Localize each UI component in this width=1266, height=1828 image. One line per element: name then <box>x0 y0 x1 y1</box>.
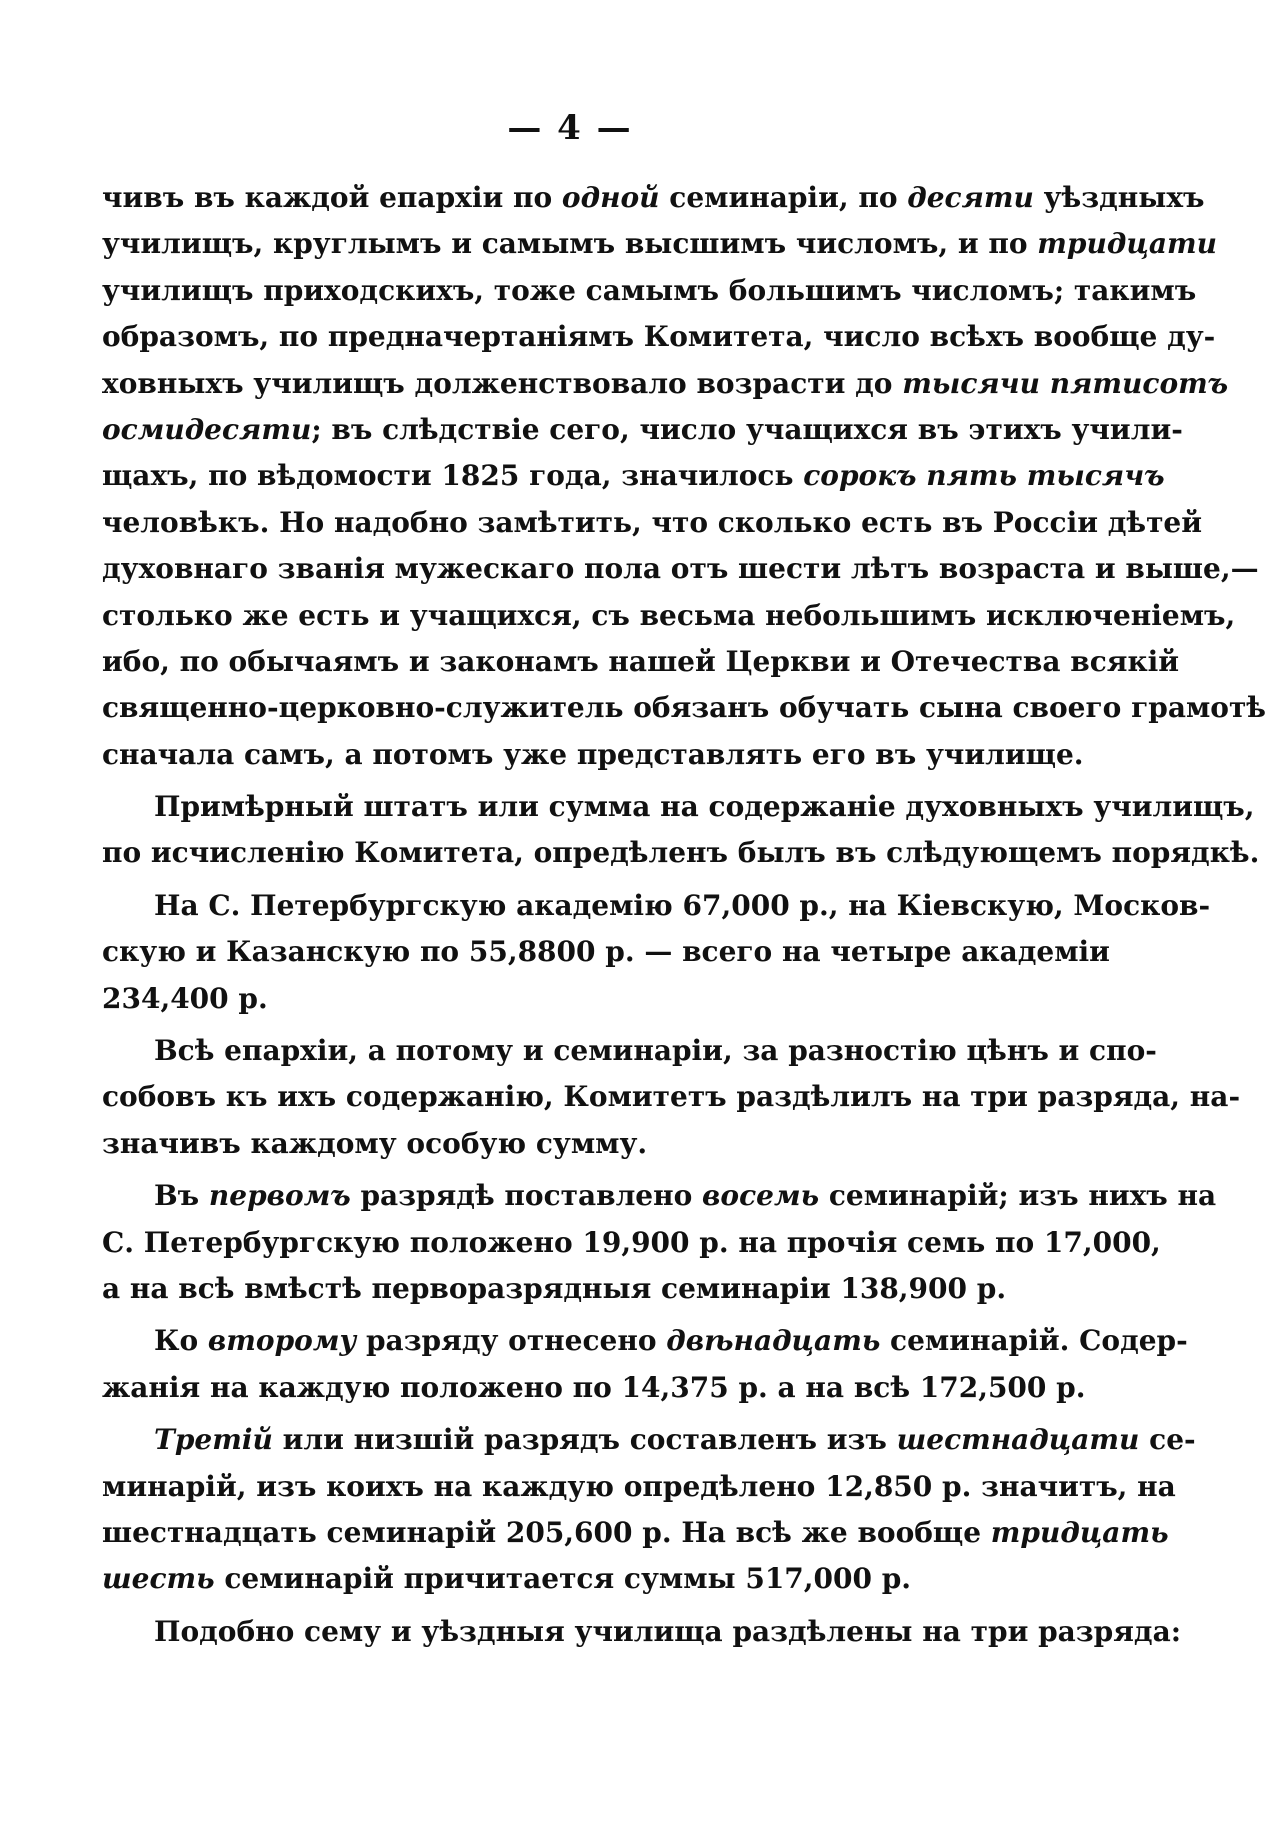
text-line <box>102 221 1217 267</box>
paragraph <box>102 175 1266 778</box>
text-line <box>102 732 1084 778</box>
text-line <box>102 175 1205 221</box>
text-line <box>102 929 1110 975</box>
text-line <box>102 546 1259 592</box>
text-line <box>102 1028 1157 1074</box>
text-line <box>102 593 1236 639</box>
text-run: училищъ приходскихъ, тоже самымъ большимъ числомъ; такимъ <box>102 273 1197 307</box>
text-run: Въ <box>154 1179 209 1213</box>
text-line <box>102 361 1229 407</box>
body-text <box>102 175 1266 1655</box>
text-line <box>102 685 1266 731</box>
italic-text: шестнадцати <box>896 1423 1140 1457</box>
text-run: священно-церковно-служитель обязанъ обучать сына своего грамотѣ <box>102 691 1266 725</box>
text-run: се- <box>1139 1423 1196 1457</box>
text-line <box>102 1556 1014 1602</box>
text-run: чивъ въ каждой епархіи по <box>102 181 562 214</box>
text-run: жанія на каждую положено по 14,375 р. а на всѣ 172,500 р. <box>102 1370 1086 1404</box>
italic-text: шесть <box>102 1562 215 1596</box>
text-line <box>102 1318 1188 1364</box>
text-run: На С. Петербургскую академію 67,000 р., на Кіевскую, Москов- <box>154 888 1211 922</box>
text-run: уѣздныхъ <box>1033 181 1205 214</box>
italic-text: десяти <box>907 181 1034 214</box>
text-line <box>102 784 1255 830</box>
text-run: Ко <box>154 1324 208 1358</box>
text-run: разряду отнесено <box>356 1324 667 1358</box>
text-line <box>102 883 1211 929</box>
text-line <box>102 407 1183 453</box>
text-line <box>102 268 1197 314</box>
text-run: столько же есть и учащихся, съ весьма небольшимъ исключеніемъ, <box>102 598 1236 632</box>
text-run: С. Петербургскую положено 19,900 р. на прочія семь по 17,000, <box>102 1225 1161 1259</box>
text-line <box>102 1074 1241 1120</box>
text-run: образомъ, по предначертаніямъ Комитета, число всѣхъ вообще ду- <box>102 320 1216 354</box>
text-run: Всѣ епархіи, а потому и семинаріи, за разностію цѣнъ и спо- <box>154 1034 1157 1068</box>
text-run: сначала самъ, а потомъ уже представлять его въ училище. <box>102 737 1084 771</box>
text-run: значивъ каждому особую сумму. <box>102 1126 648 1160</box>
text-line <box>102 1266 1014 1312</box>
italic-text: восемь <box>702 1179 820 1213</box>
page-number: — 4 — <box>507 108 633 148</box>
text-line <box>102 1121 1014 1167</box>
italic-text: второму <box>207 1324 357 1358</box>
text-line <box>102 830 1260 876</box>
italic-text: тысячи пятисотъ <box>902 366 1229 400</box>
text-line <box>102 500 1203 546</box>
text-line <box>102 1417 1196 1463</box>
text-run: минарій, изъ коихъ на каждую опредѣлено 12,850 р. значитъ, на <box>102 1469 1176 1503</box>
text-line <box>102 1510 1169 1556</box>
paragraph <box>102 1318 1188 1411</box>
italic-text: тридцать <box>990 1515 1169 1549</box>
text-run: скую и Казанскую по 55,8800 р. — всего на четыре академіи <box>102 935 1110 969</box>
italic-text: сорокъ пять тысячъ <box>803 459 1165 493</box>
text-run: собовъ къ ихъ содержанію, Комитетъ раздѣлилъ на три разряда, на- <box>102 1080 1241 1114</box>
italic-text: первомъ <box>208 1179 351 1213</box>
text-run: семинарій причитается суммы 517,000 р. <box>214 1562 912 1596</box>
italic-text: Третій <box>154 1423 273 1457</box>
paragraph <box>102 1173 1217 1312</box>
text-line <box>102 1173 1217 1219</box>
text-line <box>102 1609 1182 1655</box>
text-line <box>102 1464 1176 1510</box>
text-run: 234,400 р. <box>102 981 268 1015</box>
text-line <box>102 639 1180 685</box>
text-run: а на всѣ вмѣстѣ перворазрядныя семинаріи 138,900 р. <box>102 1271 1007 1305</box>
text-line <box>102 976 1014 1022</box>
text-run: училищъ, круглымъ и самымъ высшимъ числомъ, и по <box>102 227 1038 261</box>
text-run: человѣкъ. Но надобно замѣтить, что сколько есть въ Россіи дѣтей <box>102 505 1203 539</box>
text-line <box>102 314 1216 360</box>
text-run: ибо, по обычаямъ и законамъ нашей Церкви и Отечества всякій <box>102 644 1180 678</box>
text-run: разрядѣ поставлено <box>350 1179 703 1213</box>
text-run: ховныхъ училищъ долженствовало возрасти до <box>102 366 903 400</box>
italic-text: двѣнадцать <box>666 1324 881 1358</box>
text-line <box>102 453 1165 499</box>
paragraph <box>102 883 1211 1022</box>
text-line <box>102 1220 1161 1266</box>
text-run: Подобно сему и уѣздныя училища раздѣлены на три разряда: <box>154 1614 1182 1648</box>
text-run: шестнадцать семинарій 205,600 р. На всѣ же вообще <box>102 1515 991 1549</box>
paragraph <box>102 784 1260 877</box>
italic-text: тридцати <box>1037 227 1217 261</box>
paragraph <box>102 1028 1241 1167</box>
paragraph <box>102 1609 1182 1655</box>
text-run: ; въ слѣдствіе сего, число учащихся въ этихъ учили- <box>311 412 1183 446</box>
text-run: семинаріи, по <box>659 181 908 214</box>
text-run: духовнаго званія мужескаго пола отъ шести лѣтъ возраста и выше,— <box>102 552 1259 586</box>
text-run: по исчисленію Комитета, опредѣленъ былъ въ слѣдующемъ порядкѣ. <box>102 836 1260 870</box>
text-run: семинарій; изъ нихъ на <box>819 1179 1217 1213</box>
text-run: или низшій разрядъ составленъ изъ <box>272 1423 897 1457</box>
text-run: щахъ, по вѣдомости 1825 года, значилось <box>102 459 804 493</box>
text-line <box>102 1365 1086 1411</box>
text-run: Примѣрный штатъ или сумма на содержаніе духовныхъ училищъ, <box>154 790 1255 824</box>
italic-text: осмидесяти <box>102 412 312 446</box>
italic-text: одной <box>561 181 660 214</box>
text-run: семинарій. Содер- <box>880 1324 1188 1358</box>
paragraph <box>102 1417 1196 1603</box>
